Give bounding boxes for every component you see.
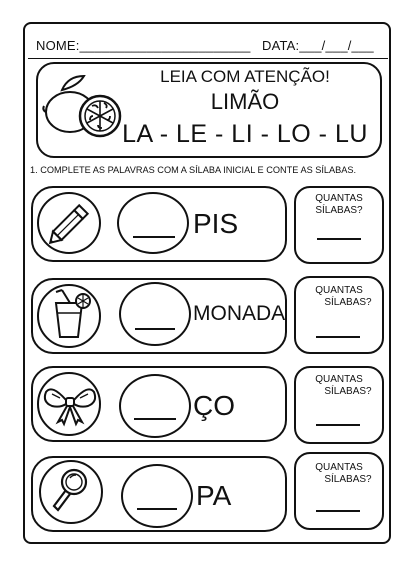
count-answer-line-2[interactable] [316,336,360,338]
magnifying-glass-icon [48,466,94,518]
header [36,38,374,53]
word-suffix-3: ÇO [193,390,235,421]
word-suffix-1: PIS [193,208,239,239]
pencil-icon [42,196,98,250]
header-divider [28,58,388,59]
bow-icon [42,382,98,426]
count-question-1: QUANTAS SÍLABAS? [315,193,363,216]
count-question-4: QUANTAS SÍLABAS? [315,462,372,485]
syllable-blank-circle-4[interactable] [121,464,193,528]
count-question-2: QUANTAS SÍLABAS? [315,285,372,308]
word-suffix-4: PA [196,480,232,511]
syllable-blank-line-3 [134,418,176,420]
name-field-label: NOME:_______________________ [36,38,251,53]
count-answer-line-4[interactable] [316,510,360,512]
syllable-blank-circle-3[interactable] [119,374,191,438]
lemonade-icon [44,287,96,343]
date-field-label: DATA:___/___/___ [262,38,374,53]
count-answer-line-1[interactable] [317,238,361,240]
syllable-blank-line-2 [135,328,175,330]
syllable-blank-line-4 [137,508,177,510]
count-answer-line-3[interactable] [316,424,360,426]
title-line-2: LIMÃO [210,89,280,114]
syllables-line: LA - LE - LI - LO - LU [122,120,368,148]
word-suffix-2: MONADA [193,302,286,325]
title-line-1: LEIA COM ATENÇÃO! [160,67,330,86]
count-question-3: QUANTAS SÍLABAS? [315,374,372,397]
lemon-icon [40,70,130,150]
syllable-blank-line-1 [133,236,175,238]
syllable-blank-circle-1[interactable] [117,192,189,254]
syllable-blank-circle-2[interactable] [119,282,191,346]
instruction-text: 1. COMPLETE AS PALAVRAS COM A SÍLABA INICIAL E CONTE AS SÍLABAS. [30,165,357,175]
